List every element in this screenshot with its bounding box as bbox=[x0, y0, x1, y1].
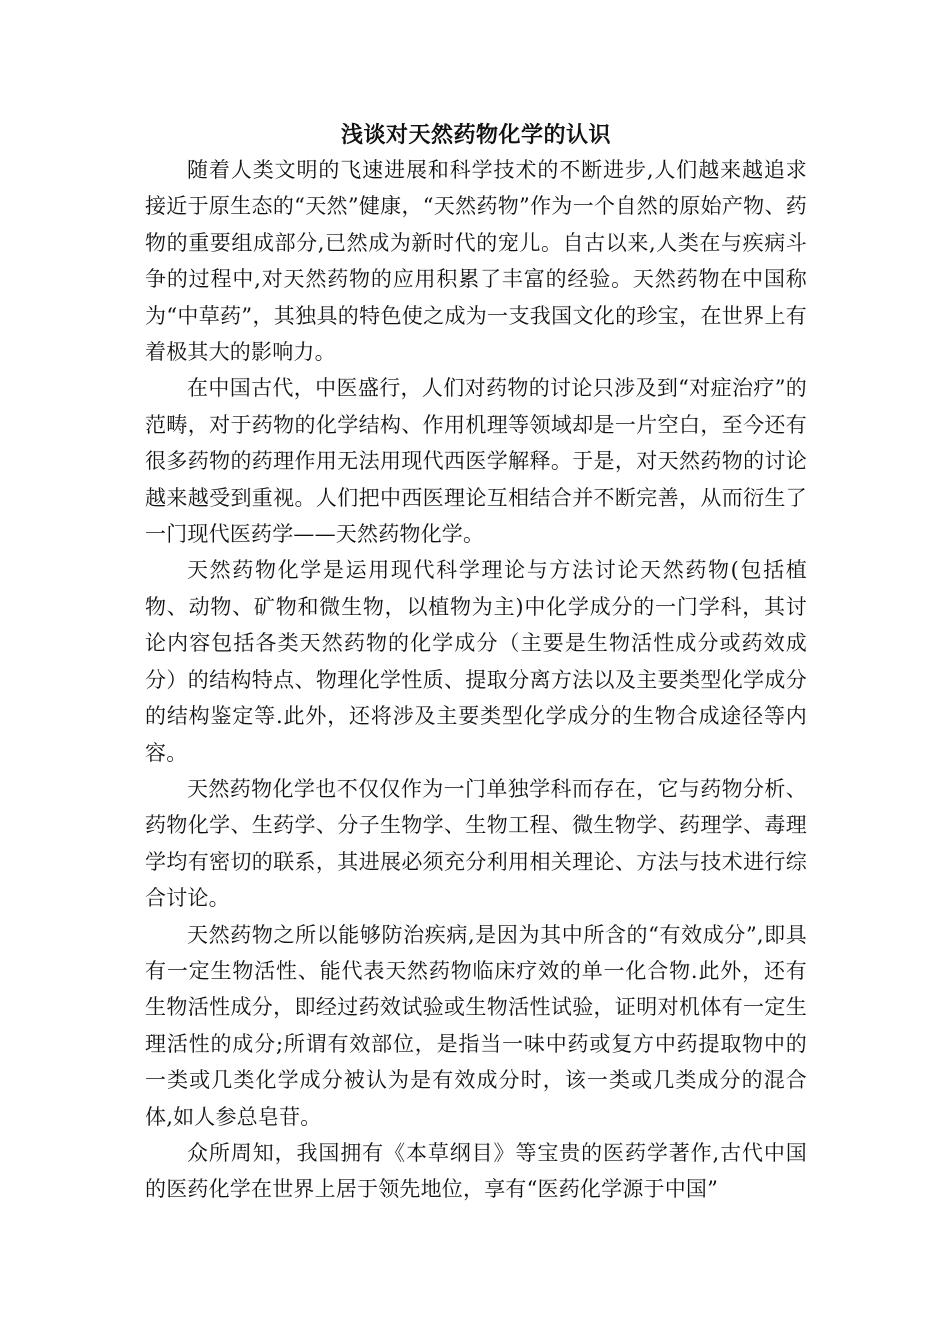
paragraph-history: 众所周知，我国拥有《本草纲目》等宝贵的医药学著作,古代中国的医药化学在世界上居于领先地位，享有“医药化学源于中国” bbox=[145, 1140, 807, 1202]
document-title: 浅谈对天然药物化学的认识 bbox=[340, 122, 611, 148]
document-body bbox=[145, 118, 807, 1208]
paragraph-definition: 天然药物化学是运用现代科学理论与方法讨论天然药物(包括植物、动物、矿物和微生物，以植物为主)中化学成分的一门学科，其讨论内容包括各类天然药物的化学成分（主要是生物活性成分或药效成分）的结构特点、物理化学性质、提取分离方法以及主要类型化学成分的结构鉴定等.此外，还将涉及主要类型化学成分的生物合成途径等内容。 bbox=[145, 558, 807, 765]
paragraph-ancient-china: 在中国古代，中医盛行，人们对药物的讨论只涉及到“对症治疗”的范畴，对于药物的化学结构、作用机理等领域却是一片空白，至今还有很多药物的药理作用无法用现代西医学解释。于是，对天然药物的讨论越来越受到重视。人们把中西医理论互相结合并不断完善，从而衍生了一门现代医药学——天然药物化学。 bbox=[145, 376, 807, 547]
paragraph-intro: 随着人类文明的飞速进展和科学技术的不断进步,人们越来越追求接近于原生态的“天然”健康，“天然药物”作为一个自然的原始产物、药物的重要组成部分,已然成为新时代的宠儿。自古以来,人类在与疾病斗争的过程中,对天然药物的应用积累了丰富的经验。天然药物在中国称为“中草药”，其独具的特色使之成为一支我国文化的珍宝，在世界上有着极其大的影响力。 bbox=[145, 158, 807, 365]
paragraph-active-ingredients: 天然药物之所以能够防治疾病,是因为其中所含的“有效成分”,即具有一定生物活性、能代表天然药物临床疗效的单一化合物.此外，还有生物活性成分，即经过药效试验或生物活性试验，证明对机体有一定生理活性的成分;所谓有效部位，是指当一味中药或复方中药提取物中的一类或几类化学成分被认为是有效成分时，该一类或几类成分的混合体,如人参总皂苷。 bbox=[145, 922, 807, 1129]
paragraph-related-disciplines: 天然药物化学也不仅仅作为一门单独学科而存在，它与药物分析、药物化学、生药学、分子生物学、生物工程、微生物学、药理学、毒理学均有密切的联系，其进展必须充分利用相关理论、方法与技术进行综合讨论。 bbox=[145, 776, 807, 911]
